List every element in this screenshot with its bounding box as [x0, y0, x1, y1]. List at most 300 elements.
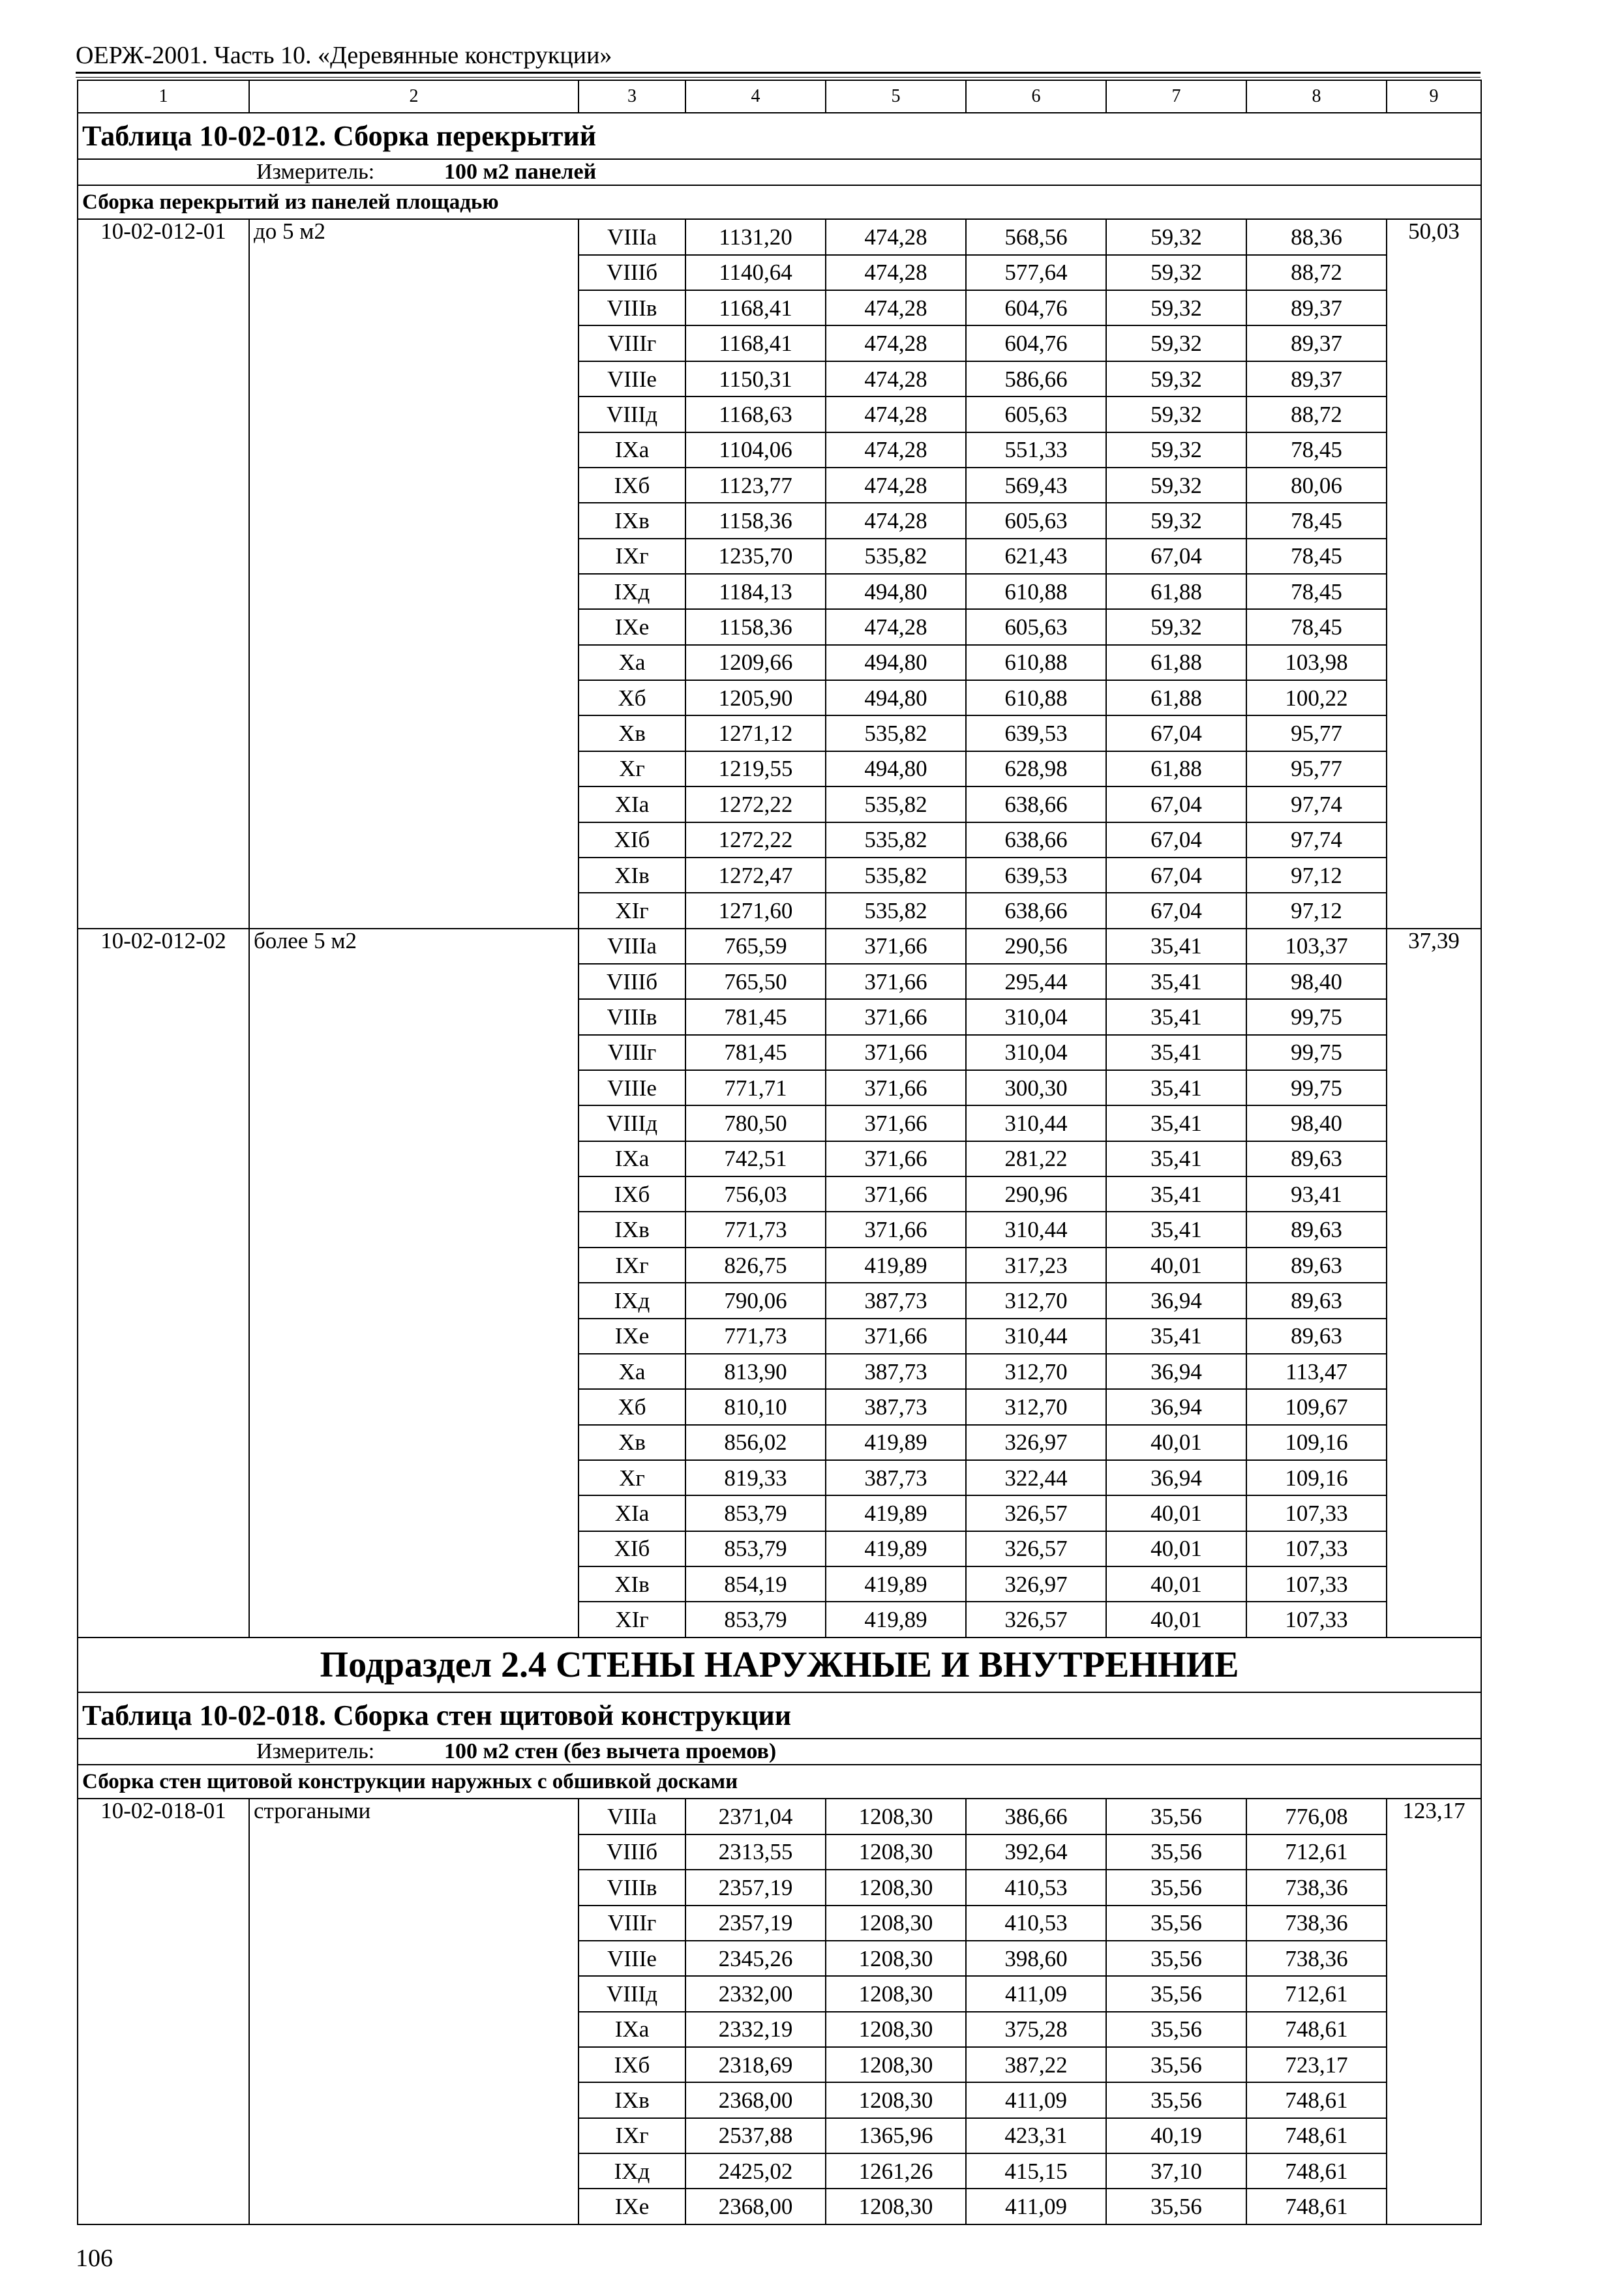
table-cell: 1208,30 [826, 1834, 966, 1870]
table-cell: 88,36 [1246, 219, 1387, 254]
table-cell: 1208,30 [826, 2082, 966, 2117]
table-cell: Xб [579, 1389, 685, 1424]
table-cell: IXа [579, 1141, 685, 1176]
table-cell: VIIIб [579, 255, 685, 290]
table-cell: 95,77 [1246, 751, 1387, 786]
table-cell: 35,41 [1106, 999, 1246, 1034]
table-cell: 290,96 [966, 1176, 1106, 1212]
table-cell: 40,01 [1106, 1495, 1246, 1531]
table-cell: 59,32 [1106, 468, 1246, 503]
table-cell: 826,75 [685, 1248, 826, 1283]
table-cell: 290,56 [966, 929, 1106, 964]
table-cell: 35,56 [1106, 2047, 1246, 2082]
table-cell: 89,63 [1246, 1319, 1387, 1354]
table-cell: 98,40 [1246, 1105, 1387, 1141]
table-cell: 738,36 [1246, 1870, 1387, 1905]
table-cell: 474,28 [826, 290, 966, 325]
table-cell: 89,37 [1246, 361, 1387, 396]
table-cell: 1365,96 [826, 2118, 966, 2153]
table-cell: 474,28 [826, 325, 966, 361]
table-cell: 419,89 [826, 1425, 966, 1460]
table-cell: 59,32 [1106, 255, 1246, 290]
table-cell: 310,04 [966, 999, 1106, 1034]
meter-label: Измеритель: [256, 159, 375, 184]
rates-table [77, 80, 1482, 2225]
table-cell: VIIIг [579, 325, 685, 361]
table-cell: 1208,30 [826, 1906, 966, 1941]
table-cell: 326,97 [966, 1425, 1106, 1460]
rate-code: 10-02-012-02 [78, 929, 249, 1638]
table-cell: 36,94 [1106, 1283, 1246, 1318]
table-cell: 59,32 [1106, 361, 1246, 396]
table-cell: 621,43 [966, 539, 1106, 574]
table-cell: 317,23 [966, 1248, 1106, 1283]
table-cell: 61,88 [1106, 751, 1246, 786]
table-cell: VIIIб [579, 1834, 685, 1870]
table-cell: 780,50 [685, 1105, 826, 1141]
table-cell: 67,04 [1106, 539, 1246, 574]
table-cell: 371,66 [826, 999, 966, 1034]
table-cell: 2345,26 [685, 1941, 826, 1976]
table-cell: 410,53 [966, 1870, 1106, 1905]
table-cell: 1150,31 [685, 361, 826, 396]
table-cell: 387,22 [966, 2047, 1106, 2082]
table-cell: 776,08 [1246, 1799, 1387, 1834]
table-cell: 494,80 [826, 574, 966, 609]
table-cell: 371,66 [826, 1176, 966, 1212]
table-cell: 2313,55 [685, 1834, 826, 1870]
table-cell: VIIIв [579, 290, 685, 325]
table-cell: 742,51 [685, 1141, 826, 1176]
table-cell: IXг [579, 2118, 685, 2153]
table-cell: XIг [579, 893, 685, 928]
table-cell: 1158,36 [685, 609, 826, 644]
subhead-row [78, 1765, 1481, 1799]
table-cell: 35,56 [1106, 1976, 1246, 2011]
table-cell: 419,89 [826, 1248, 966, 1283]
table-cell: 37,10 [1106, 2153, 1246, 2189]
table-cell: IXг [579, 1248, 685, 1283]
table-cell: 1158,36 [685, 503, 826, 538]
table-row [78, 219, 1481, 254]
table-cell: 103,98 [1246, 645, 1387, 680]
table-cell: 99,75 [1246, 1035, 1387, 1070]
table-cell: 1131,20 [685, 219, 826, 254]
table-cell: 1208,30 [826, 2012, 966, 2047]
table-cell: XIа [579, 786, 685, 822]
table-cell: 310,44 [966, 1105, 1106, 1141]
table-cell: 61,88 [1106, 645, 1246, 680]
table-cell: VIIIд [579, 1105, 685, 1141]
table-cell: 568,56 [966, 219, 1106, 254]
extra-value: 50,03 [1387, 219, 1481, 928]
table-cell: 97,74 [1246, 786, 1387, 822]
table-cell: 1104,06 [685, 432, 826, 468]
column-number: 3 [579, 80, 685, 113]
subhead-row [78, 185, 1481, 219]
table-row [78, 929, 1481, 964]
table-cell: 2368,00 [685, 2082, 826, 2117]
table-cell: 586,66 [966, 361, 1106, 396]
table-cell: XIа [579, 1495, 685, 1531]
table-cell: 605,63 [966, 396, 1106, 432]
table-cell: 35,56 [1106, 2012, 1246, 2047]
table-cell: 535,82 [826, 715, 966, 751]
table-cell: 628,98 [966, 751, 1106, 786]
table-cell: 89,63 [1246, 1141, 1387, 1176]
table-cell: IXб [579, 468, 685, 503]
table-cell: 310,04 [966, 1035, 1106, 1070]
table-cell: 40,01 [1106, 1602, 1246, 1637]
table-cell: 312,70 [966, 1389, 1106, 1424]
table-cell: VIIIд [579, 396, 685, 432]
subhead: Сборка перекрытий из панелей площадью [78, 185, 1481, 219]
table-cell: VIIIа [579, 929, 685, 964]
table-cell: VIIIг [579, 1906, 685, 1941]
table-cell: 474,28 [826, 609, 966, 644]
table-cell: 2357,19 [685, 1906, 826, 1941]
meter-label: Измеритель: [256, 1739, 375, 1763]
table-cell: 748,61 [1246, 2153, 1387, 2189]
table-cell: 535,82 [826, 539, 966, 574]
table-cell: IXв [579, 2082, 685, 2117]
header-rule-thin [76, 77, 1481, 78]
table-cell: 35,41 [1106, 1141, 1246, 1176]
table-cell: 78,45 [1246, 503, 1387, 538]
table-cell: 748,61 [1246, 2082, 1387, 2117]
table-cell: 474,28 [826, 361, 966, 396]
table-cell: 300,30 [966, 1070, 1106, 1105]
table-cell: 2332,19 [685, 2012, 826, 2047]
table-cell: 35,41 [1106, 1035, 1246, 1070]
page-number: 106 [76, 2245, 113, 2272]
table-title: Таблица 10-02-018. Сборка стен щитовой конструкции [78, 1692, 1481, 1738]
table-cell: 99,75 [1246, 999, 1387, 1034]
table-cell: IXд [579, 2153, 685, 2189]
column-number: 6 [966, 80, 1106, 113]
table-cell: 2368,00 [685, 2189, 826, 2224]
table-cell: VIIIе [579, 361, 685, 396]
table-cell: 109,16 [1246, 1425, 1387, 1460]
table-cell: Xв [579, 715, 685, 751]
table-cell: 535,82 [826, 893, 966, 928]
table-cell: 856,02 [685, 1425, 826, 1460]
table-cell: 371,66 [826, 1105, 966, 1141]
table-cell: 78,45 [1246, 432, 1387, 468]
table-cell: 40,01 [1106, 1248, 1246, 1283]
table-cell: IXб [579, 1176, 685, 1212]
table-cell: 35,56 [1106, 2189, 1246, 2224]
table-cell: 771,73 [685, 1212, 826, 1247]
table-cell: 89,63 [1246, 1212, 1387, 1247]
table-cell: 1208,30 [826, 2189, 966, 2224]
table-cell: IXг [579, 539, 685, 574]
table-cell: 36,94 [1106, 1354, 1246, 1389]
table-cell: XIб [579, 1531, 685, 1566]
table-cell: 474,28 [826, 468, 966, 503]
table-cell: IXе [579, 2189, 685, 2224]
table-cell: VIIIд [579, 1976, 685, 2011]
table-cell: 398,60 [966, 1941, 1106, 1976]
table-cell: IXа [579, 2012, 685, 2047]
table-cell: 35,56 [1106, 1799, 1246, 1834]
table-cell: 80,06 [1246, 468, 1387, 503]
table-cell: 1184,13 [685, 574, 826, 609]
table-cell: 2371,04 [685, 1799, 826, 1834]
extra-value: 123,17 [1387, 1799, 1481, 2224]
table-cell: 371,66 [826, 929, 966, 964]
table-cell: 312,70 [966, 1283, 1106, 1318]
table-cell: 639,53 [966, 858, 1106, 893]
table-cell: 2357,19 [685, 1870, 826, 1905]
table-cell: 387,73 [826, 1389, 966, 1424]
table-cell: 97,74 [1246, 822, 1387, 858]
table-cell: IXе [579, 609, 685, 644]
table-cell: 771,73 [685, 1319, 826, 1354]
table-cell: 638,66 [966, 786, 1106, 822]
table-cell: 93,41 [1246, 1176, 1387, 1212]
table-cell: 494,80 [826, 645, 966, 680]
table-cell: 35,41 [1106, 1212, 1246, 1247]
table-cell: 326,57 [966, 1602, 1106, 1637]
table-cell: 411,09 [966, 2189, 1106, 2224]
rate-code: 10-02-018-01 [78, 1799, 249, 2224]
table-cell: 371,66 [826, 964, 966, 999]
table-cell: 35,41 [1106, 1176, 1246, 1212]
table-cell: 326,97 [966, 1566, 1106, 1602]
table-cell: 35,56 [1106, 1834, 1246, 1870]
table-cell: Xг [579, 751, 685, 786]
table-cell: 712,61 [1246, 1976, 1387, 2011]
table-cell: 853,79 [685, 1531, 826, 1566]
table-cell: 712,61 [1246, 1834, 1387, 1870]
table-cell: 113,47 [1246, 1354, 1387, 1389]
table-cell: IXб [579, 2047, 685, 2082]
table-cell: 375,28 [966, 2012, 1106, 2047]
column-number: 8 [1246, 80, 1387, 113]
table-cell: 813,90 [685, 1354, 826, 1389]
column-number: 7 [1106, 80, 1246, 113]
table-cell: 638,66 [966, 822, 1106, 858]
meter-value: 100 м2 панелей [444, 159, 597, 184]
table-cell: IXв [579, 1212, 685, 1247]
table-cell: 781,45 [685, 1035, 826, 1070]
table-cell: 604,76 [966, 325, 1106, 361]
table-cell: 59,32 [1106, 396, 1246, 432]
table-cell: 371,66 [826, 1319, 966, 1354]
table-cell: VIIIе [579, 1941, 685, 1976]
table-cell: 551,33 [966, 432, 1106, 468]
table-cell: 35,41 [1106, 929, 1246, 964]
table-cell: 474,28 [826, 255, 966, 290]
table-cell: 109,67 [1246, 1389, 1387, 1424]
meter-cell [78, 159, 1481, 185]
table-cell: 40,01 [1106, 1425, 1246, 1460]
table-cell: 59,32 [1106, 290, 1246, 325]
table-cell: 1168,41 [685, 290, 826, 325]
table-cell: 312,70 [966, 1354, 1106, 1389]
table-cell: 89,37 [1246, 290, 1387, 325]
table-cell: 577,64 [966, 255, 1106, 290]
table-cell: 97,12 [1246, 893, 1387, 928]
table-cell: 107,33 [1246, 1495, 1387, 1531]
table-cell: 535,82 [826, 822, 966, 858]
table-cell: 98,40 [1246, 964, 1387, 999]
table-cell: 281,22 [966, 1141, 1106, 1176]
table-cell: 535,82 [826, 858, 966, 893]
table-cell: 78,45 [1246, 539, 1387, 574]
table-cell: 411,09 [966, 2082, 1106, 2117]
table-cell: 59,32 [1106, 432, 1246, 468]
table-cell: 419,89 [826, 1495, 966, 1531]
table-cell: Xа [579, 645, 685, 680]
table-cell: XIв [579, 858, 685, 893]
table-cell: IXд [579, 1283, 685, 1318]
table-cell: 89,63 [1246, 1248, 1387, 1283]
table-cell: 1208,30 [826, 1870, 966, 1905]
table-cell: 535,82 [826, 786, 966, 822]
table-cell: 387,73 [826, 1354, 966, 1389]
table-cell: 103,37 [1246, 929, 1387, 964]
table-cell: 89,63 [1246, 1283, 1387, 1318]
work-name: строгаными [249, 1799, 579, 2224]
meter-row [78, 159, 1481, 185]
column-number: 1 [78, 80, 249, 113]
table-cell: 67,04 [1106, 822, 1246, 858]
table-cell: Xб [579, 680, 685, 715]
table-cell: 2425,02 [685, 2153, 826, 2189]
table-cell: 410,53 [966, 1906, 1106, 1941]
table-cell: VIIIг [579, 1035, 685, 1070]
table-cell: VIIIб [579, 964, 685, 999]
table-cell: 610,88 [966, 680, 1106, 715]
table-cell: 40,01 [1106, 1531, 1246, 1566]
table-cell: 310,44 [966, 1212, 1106, 1247]
table-cell: 36,94 [1106, 1460, 1246, 1495]
table-cell: 371,66 [826, 1035, 966, 1070]
table-cell: VIIIв [579, 1870, 685, 1905]
table-cell: 100,22 [1246, 680, 1387, 715]
table-cell: 88,72 [1246, 255, 1387, 290]
table-cell: 371,66 [826, 1212, 966, 1247]
table-cell: 765,50 [685, 964, 826, 999]
table-cell: 419,89 [826, 1602, 966, 1637]
table-cell: 1140,64 [685, 255, 826, 290]
table-cell: 97,12 [1246, 858, 1387, 893]
subhead: Сборка стен щитовой конструкции наружных с обшивкой досками [78, 1765, 1481, 1799]
table-cell: Xг [579, 1460, 685, 1495]
section-row [78, 1638, 1481, 1693]
table-cell: 411,09 [966, 1976, 1106, 2011]
rates-table-body [78, 80, 1481, 2224]
table-cell: 494,80 [826, 680, 966, 715]
table-cell: 107,33 [1246, 1566, 1387, 1602]
table-cell: 40,01 [1106, 1566, 1246, 1602]
table-cell: XIг [579, 1602, 685, 1637]
table-cell: 765,59 [685, 929, 826, 964]
work-name: до 5 м2 [249, 219, 579, 928]
table-cell: 1261,26 [826, 2153, 966, 2189]
table-cell: VIIIа [579, 219, 685, 254]
table-cell: 1271,12 [685, 715, 826, 751]
table-cell: 756,03 [685, 1176, 826, 1212]
table-cell: 474,28 [826, 432, 966, 468]
table-cell: 61,88 [1106, 680, 1246, 715]
table-cell: 748,61 [1246, 2118, 1387, 2153]
table-cell: IXв [579, 503, 685, 538]
table-title-row [78, 1692, 1481, 1738]
table-cell: 371,66 [826, 1070, 966, 1105]
table-cell: 854,19 [685, 1566, 826, 1602]
table-cell: 295,44 [966, 964, 1106, 999]
table-cell: 638,66 [966, 893, 1106, 928]
table-cell: 610,88 [966, 574, 1106, 609]
table-cell: 639,53 [966, 715, 1106, 751]
column-number: 5 [826, 80, 966, 113]
table-cell: 494,80 [826, 751, 966, 786]
table-cell: VIIIв [579, 999, 685, 1034]
table-cell: 781,45 [685, 999, 826, 1034]
table-cell: 326,57 [966, 1531, 1106, 1566]
table-cell: 67,04 [1106, 858, 1246, 893]
table-cell: 67,04 [1106, 786, 1246, 822]
table-cell: 1208,30 [826, 1976, 966, 2011]
table-cell: 40,19 [1106, 2118, 1246, 2153]
table-cell: 1168,63 [685, 396, 826, 432]
table-cell: 1219,55 [685, 751, 826, 786]
column-number: 2 [249, 80, 579, 113]
table-cell: 723,17 [1246, 2047, 1387, 2082]
table-cell: 604,76 [966, 290, 1106, 325]
meter-cell [78, 1739, 1481, 1765]
extra-value: 37,39 [1387, 929, 1481, 1638]
table-cell: IXе [579, 1319, 685, 1354]
column-number-row [78, 80, 1481, 113]
table-cell: 59,32 [1106, 503, 1246, 538]
table-cell: 2318,69 [685, 2047, 826, 2082]
column-number: 4 [685, 80, 826, 113]
table-cell: 771,71 [685, 1070, 826, 1105]
table-cell: 322,44 [966, 1460, 1106, 1495]
table-cell: 819,33 [685, 1460, 826, 1495]
table-cell: 748,61 [1246, 2012, 1387, 2047]
table-cell: 610,88 [966, 645, 1106, 680]
table-cell: 386,66 [966, 1799, 1106, 1834]
table-cell: 790,06 [685, 1283, 826, 1318]
table-cell: 35,41 [1106, 1319, 1246, 1354]
rate-code: 10-02-012-01 [78, 219, 249, 928]
table-cell: 1272,22 [685, 786, 826, 822]
table-cell: IXа [579, 432, 685, 468]
header-rule-thick [76, 72, 1481, 74]
table-cell: 569,43 [966, 468, 1106, 503]
table-cell: VIIIе [579, 1070, 685, 1105]
table-cell: 95,77 [1246, 715, 1387, 751]
table-cell: 2332,00 [685, 1976, 826, 2011]
table-cell: 107,33 [1246, 1531, 1387, 1566]
meter-row [78, 1739, 1481, 1765]
table-cell: 61,88 [1106, 574, 1246, 609]
table-cell: 738,36 [1246, 1906, 1387, 1941]
table-cell: 35,41 [1106, 964, 1246, 999]
table-cell: 1235,70 [685, 539, 826, 574]
table-cell: 419,89 [826, 1566, 966, 1602]
table-cell: 1209,66 [685, 645, 826, 680]
table-cell: 326,57 [966, 1495, 1106, 1531]
table-cell: 78,45 [1246, 574, 1387, 609]
table-cell: 1272,47 [685, 858, 826, 893]
table-cell: 474,28 [826, 396, 966, 432]
